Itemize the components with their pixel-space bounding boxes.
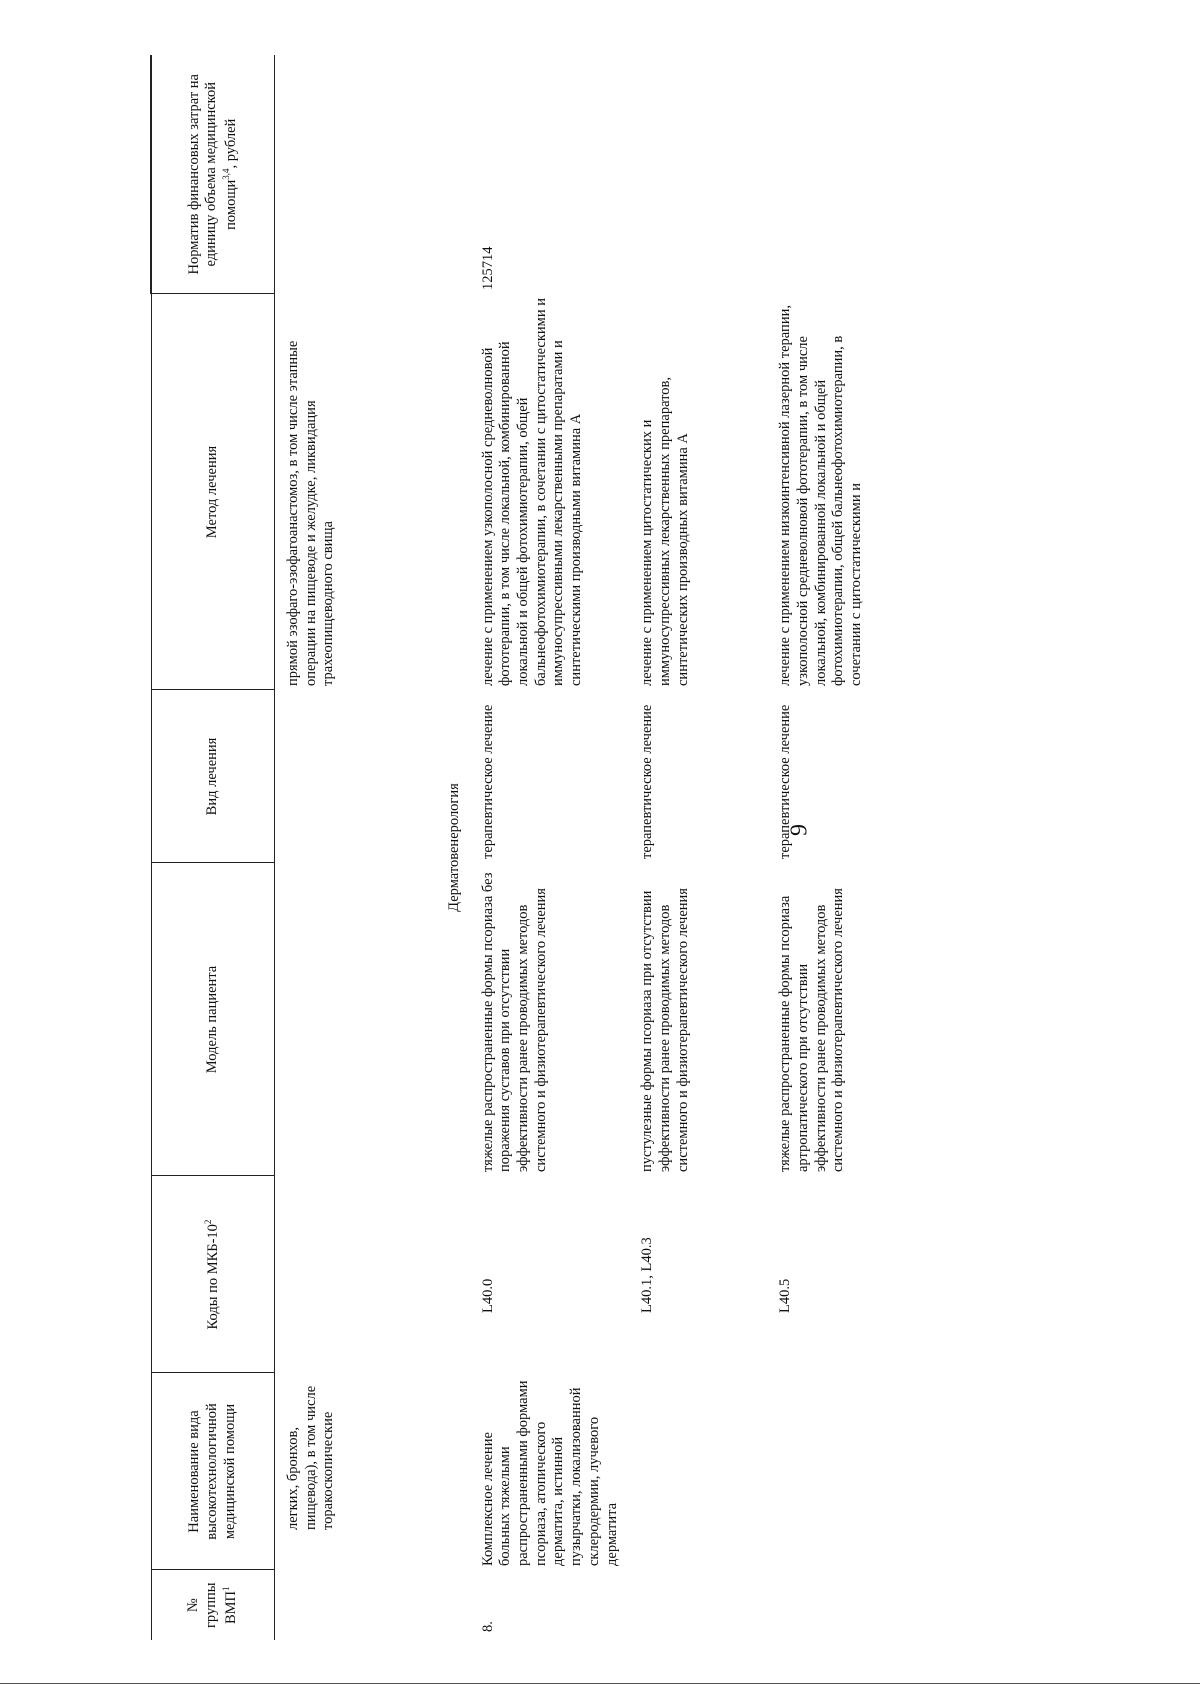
header-treatment-method: Метод лечения [151,294,275,690]
table-row [763,55,931,1640]
cell-care-name: легких, бронхов, пищевода), в том числе торакоскопические [285,1385,337,1530]
cell-treatment-type [275,690,435,863]
header-group-number: № группы ВМП$^1$ [151,1570,275,1640]
cell-model: пустулезные формы псориаза при отсутствии эффективности ранее проводимых методов системного и физиотерапевтического лечения [639,888,691,1172]
cell-model: тяжелые распространенные формы псориаза без поражения суставов при отсутствии эффективности ранее проводимых методов системного и физиотерапевтического лечения [479,872,549,1172]
cell-care-name [763,1373,931,1570]
page-number: 9 [786,824,813,836]
cell-care-name: Комплексное лечение больных тяжелыми распространенными формами псориаза, атопического дерматита, истинной пузырчатки, локализованной склеродермии, лучевого дерматита [479,1380,620,1566]
header-treatment-type: Вид лечения [151,690,275,863]
table-header-row [151,55,275,1640]
cell-number [625,1570,763,1640]
table-row [625,55,763,1640]
header-cost-norm: Норматив финансовых затрат на единицу объема медицинской помощи$^{3,4}$, рублей [151,55,275,294]
cell-number [763,1570,931,1640]
cell-method: лечение с применением цитостатических и иммуносупрессивных лекарственных препаратов, синтетических производных витамина А [639,377,691,686]
cell-treatment-type: терапевтическое лечение [777,704,794,859]
cell-codes: L40.0 [479,1278,496,1313]
header-care-name: Наименование вида высокотехнологичной медицинской помощи [151,1373,275,1570]
section-title-row [434,55,474,1640]
cell-number [275,1570,435,1640]
cell-method: прямой эзофаго-эзофагоанастомоз, в том числе этапные операции на пищеводе и желудке, ликвидация трахеопищеводного свища [285,340,337,686]
cell-norm [625,55,763,294]
page-bottom-rule [0,1683,1200,1684]
cell-norm: 125714 [479,246,496,290]
cell-number: 8. [479,1621,496,1632]
cell-method: лечение с применением низкоинтенсивной лазерной терапии, узкополосной средневолновой фототерапии, в том числе локальной, комбинированной локальной и общей фотохимиотерапии, общей бальнеофотохимиотерапии, в сочетании с цитостатическими и [777,305,864,686]
cell-treatment-type: терапевтическое лечение [479,704,496,859]
cell-codes: L40.1, L40.3 [639,1237,656,1313]
cell-treatment-type: терапевтическое лечение [639,704,656,859]
cell-model: тяжелые распространенные формы псориаза артропатического при отсутствии эффективности ранее проводимых методов системного и физиотерапевтического лечения [777,888,847,1172]
cell-care-name [625,1373,763,1570]
table-row [474,55,626,1640]
header-patient-model: Модель пациента [151,863,275,1176]
cell-codes [275,1176,435,1373]
cell-codes: L40.5 [777,1278,794,1313]
vmp-table [150,55,931,1640]
rotated-table-sheet [150,55,1160,1640]
header-icd-codes: Коды по МКБ-$10^2$ [151,1176,275,1373]
cell-norm [275,55,435,294]
cell-model [275,863,435,1176]
table-row-continuation [275,55,435,1640]
section-title: Дерматовенерология [446,783,462,912]
cell-norm [763,55,931,294]
cell-method: лечение с применением узкополосной средневолновой фототерапии, в том числе локальной, комбинированной локальной и общей фотохимиотерапии, общей бальнеофотохимиотерапии, в сочетании с цитостатическими и иммуносупрессивными лекарственными препаратами и синтетическими производными витамина А [479,298,585,686]
